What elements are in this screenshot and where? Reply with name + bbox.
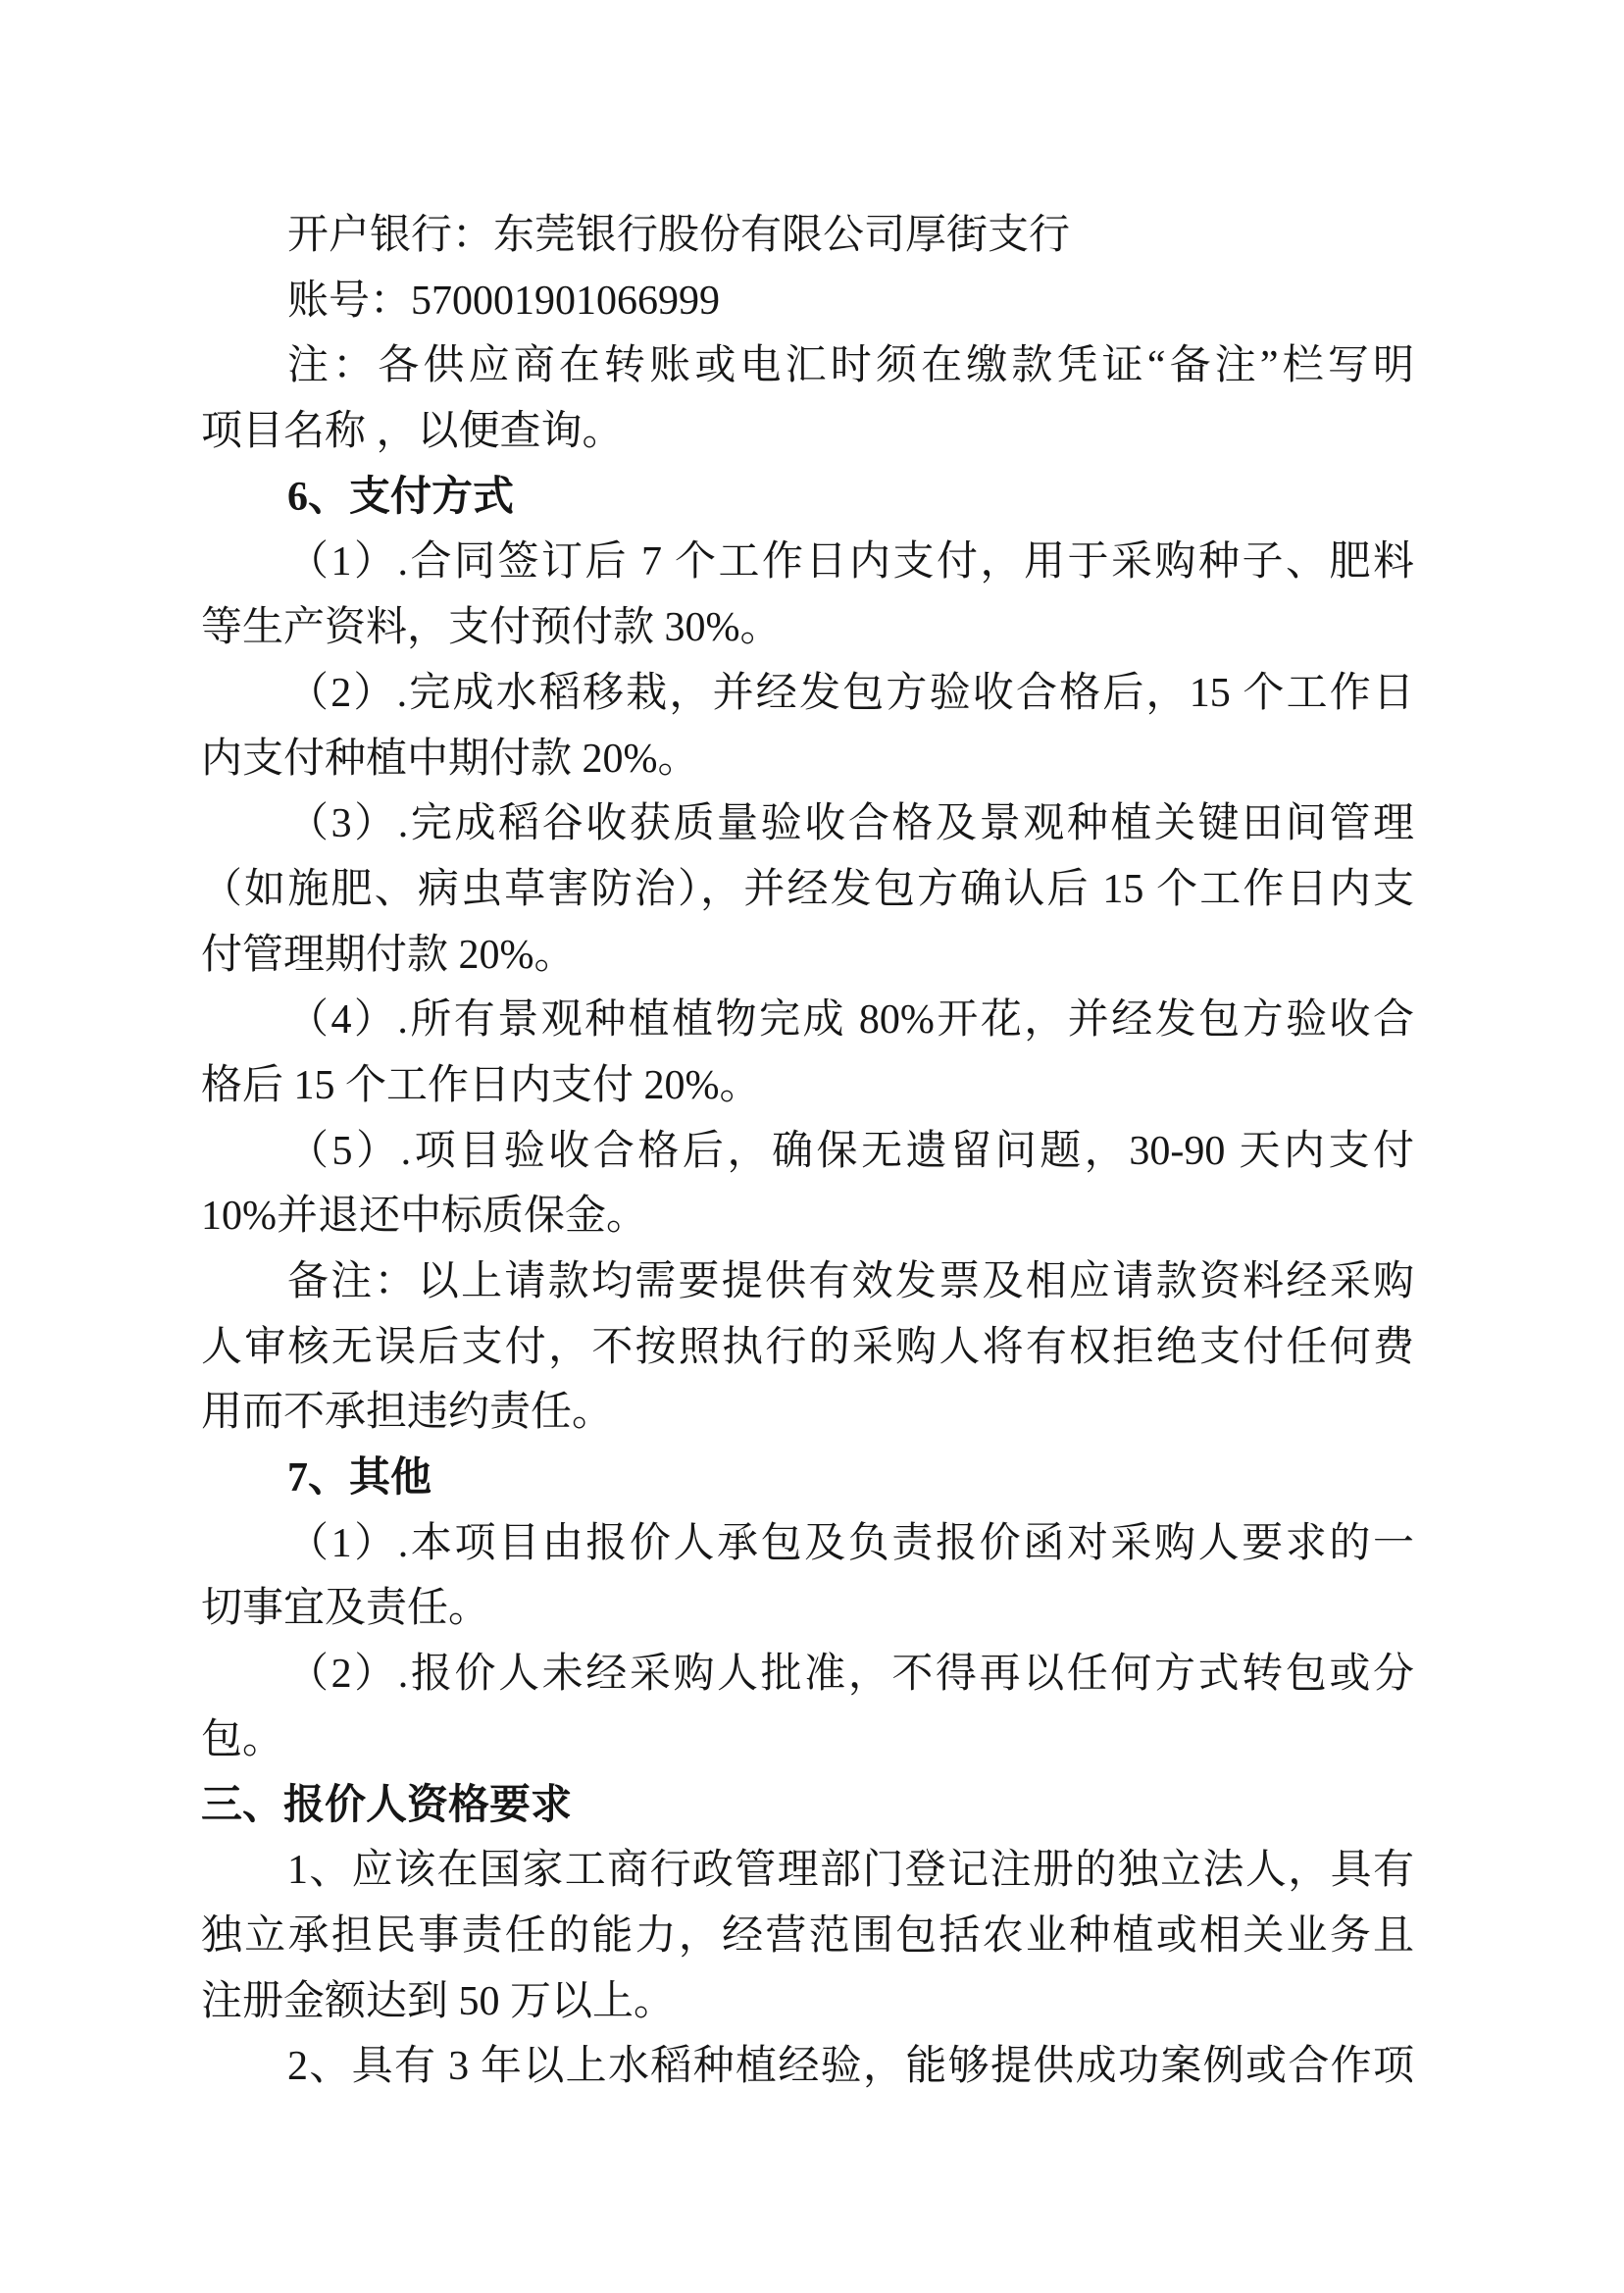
payment-item-1 [201, 530, 1414, 660]
paragraph-line: 人审核无误后支付，不按照执行的采购人将有权拒绝支付任何费 [201, 1324, 1414, 1370]
paragraph-line: （5）.项目验收合格后，确保无遗留问题，30-90 天内支付 [287, 1128, 1414, 1174]
paragraph-line: 10%并退还中标质保金。 [201, 1194, 647, 1240]
paragraph-line: 2、具有 3 年以上水稻种植经验，能够提供成功案例或合作项 [287, 2044, 1414, 2090]
payment-item-5 [201, 1119, 1414, 1249]
paragraph-line: （3）.完成稻谷收获质量验收合格及景观种植关键田间管理 [287, 801, 1414, 847]
paragraph-line: 付管理期付款 20%。 [201, 932, 576, 978]
paragraph-line: （2）.完成水稻移栽，并经发包方验收合格后，15 个工作日 [287, 670, 1414, 716]
paragraph-line: 项目名称 ，以便查询。 [201, 409, 624, 455]
document-body [201, 203, 1414, 2100]
qualification-item-1 [201, 1838, 1414, 2034]
paragraph-line: 1、应该在国家工商行政管理部门登记注册的独立法人，具有 [287, 1848, 1414, 1894]
other-item-2 [201, 1642, 1414, 1772]
paragraph-line: 备注：以上请款均需要提供有效发票及相应请款资料经采购 [287, 1259, 1414, 1304]
payment-item-2 [201, 661, 1414, 791]
other-item-1 [201, 1511, 1414, 1642]
bank-name-line: 开户银行：东莞银行股份有限公司厚街支行 [287, 213, 1071, 258]
paragraph-line: （1）.合同签订后 7 个工作日内支付，用于采购种子、肥料 [287, 539, 1414, 586]
paragraph-line: 注册金额达到 50 万以上。 [201, 1978, 676, 2024]
paragraph-line: 等生产资料，支付预付款 30%。 [201, 605, 782, 651]
paragraph-line: （2）.报价人未经采购人批准，不得再以任何方式转包或分 [287, 1652, 1414, 1698]
account-number-line: 账号：570001901066999 [287, 278, 721, 324]
payment-remark [201, 1249, 1414, 1446]
paragraph-line: 内支付种植中期付款 20%。 [201, 736, 699, 782]
paragraph-line: （如施肥、病虫草害防治），并经发包方确认后 15 个工作日内支 [201, 866, 1414, 912]
paragraph-line: 用而不承担违约责任。 [201, 1390, 614, 1436]
paragraph-line: 独立承担民事责任的能力，经营范围包括农业种植或相关业务且 [201, 1912, 1414, 1959]
paragraph-line: （4）.所有景观种植植物完成 80%开花，并经发包方验收合 [287, 997, 1414, 1044]
section-heading-payment: 6、支付方式 [287, 474, 515, 520]
bank-info [201, 203, 1414, 333]
qualification-item-2 [201, 2034, 1414, 2100]
paragraph-line: 包。 [201, 1716, 284, 1762]
paragraph-line: （1）.本项目由报价人承包及负责报价函对采购人要求的一 [287, 1520, 1414, 1566]
paragraph-line: 注：各供应商在转账或电汇时须在缴款凭证“备注”栏写明 [287, 343, 1414, 389]
section-heading-qualification: 三、报价人资格要求 [201, 1782, 573, 1828]
payment-item-3 [201, 791, 1414, 988]
section-heading-other: 7、其他 [287, 1455, 432, 1502]
payment-note [201, 333, 1414, 464]
paragraph-line: 切事宜及责任。 [201, 1586, 490, 1632]
paragraph-line: 格后 15 个工作日内支付 20%。 [201, 1062, 761, 1108]
payment-item-4 [201, 988, 1414, 1118]
